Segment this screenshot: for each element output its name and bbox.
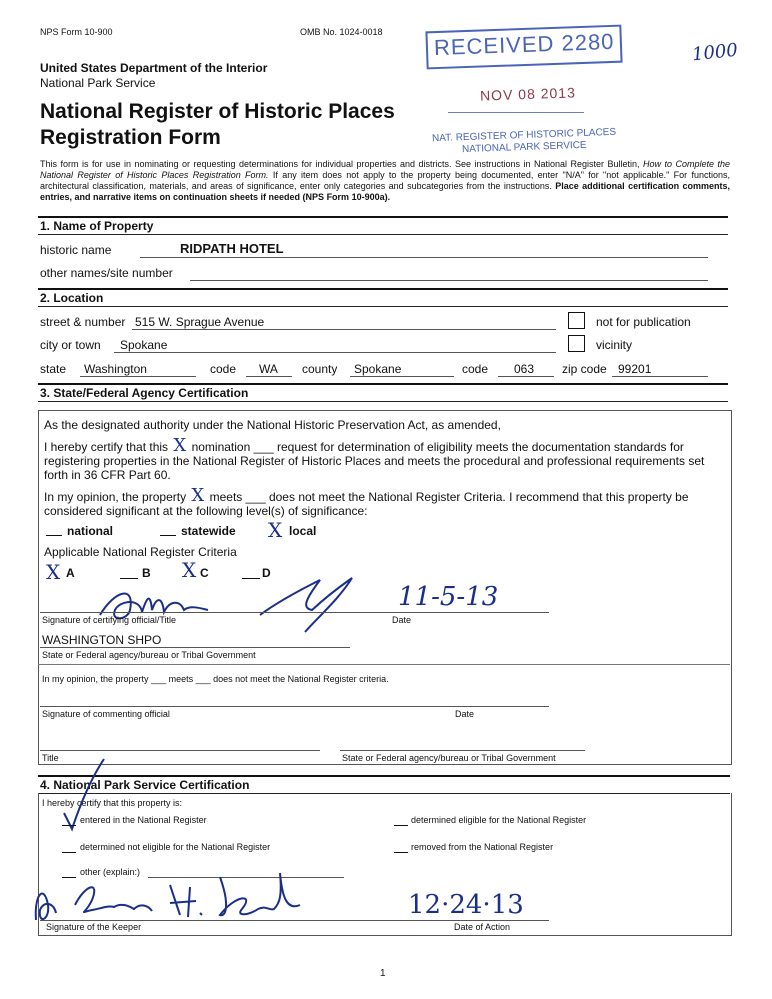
- criteria-d: D: [262, 566, 271, 580]
- street-value[interactable]: 515 W. Sprague Avenue: [135, 315, 265, 329]
- comment-signature-label: Signature of commenting official: [42, 709, 170, 719]
- city-value[interactable]: Spokane: [120, 338, 168, 352]
- vicinity-checkbox[interactable]: [568, 335, 585, 352]
- criteria-c-mark[interactable]: X: [182, 558, 197, 582]
- county-label: county: [302, 362, 338, 376]
- section2-top-rule: [38, 288, 728, 290]
- entered-label: entered in the National Register: [80, 815, 207, 825]
- comment-agency-label: State or Federal agency/bureau or Tribal Government: [342, 753, 556, 763]
- authority-text: As the designated authority under the National Historic Preservation Act, as amended,: [44, 418, 501, 432]
- title-line[interactable]: [40, 750, 320, 751]
- form-number: NPS Form 10-900: [40, 27, 113, 37]
- county-underline: [350, 376, 454, 377]
- other-label: other (explain:): [80, 867, 141, 877]
- street-label: street & number: [40, 315, 126, 329]
- intro-text2-bold: Place additional certification comments, entries, and narrative items on continuation sheets if needed (NPS Form 10-900a).: [40, 181, 731, 202]
- state-code-value[interactable]: WA: [259, 362, 278, 376]
- stamp-date-line: [448, 112, 584, 113]
- street-underline: [132, 329, 556, 330]
- county-code-value[interactable]: 063: [514, 362, 535, 376]
- criteria-c: C: [200, 566, 209, 580]
- nomination-check-mark[interactable]: X: [173, 435, 187, 456]
- section2-heading-rule: [38, 306, 728, 307]
- form-title-line2: Registration Form: [40, 126, 221, 149]
- historic-name-underline: [140, 257, 708, 258]
- section1-heading: 1. Name of Property: [40, 219, 154, 233]
- other-names-label: other names/site number: [40, 266, 173, 280]
- intro-text2: If any item does not apply to the property being documented, enter "N/A" for "not applicable." For functions, architectural classification, materials, and areas of significance, enter only categories and subcategories from the instructions.: [40, 170, 731, 191]
- certify-post: nomination ___ request for determination of eligibility meets the documentation standards for registering properties in the National Register of Historic Places and meets the procedural and professional requirements set forth in 36 CFR Part 60.: [44, 440, 705, 482]
- keeper-signature-line: [40, 920, 549, 921]
- section4-top-rule: [38, 775, 730, 777]
- historic-name-value[interactable]: RIDPATH HOTEL: [180, 241, 284, 256]
- omb-number: OMB No. 1024-0018: [300, 27, 383, 37]
- section1-heading-rule: [38, 234, 728, 235]
- criteria-label: Applicable National Register Criteria: [44, 545, 237, 559]
- determined-eligible-blank[interactable]: [394, 825, 408, 826]
- opinion-post: meets ___ does not meet the National Register Criteria. I recommend that this property be considered significant at the following level(s) of significance:: [44, 490, 689, 518]
- not-for-publication-label: not for publication: [596, 315, 691, 329]
- department: United States Department of the Interior: [40, 61, 268, 75]
- certifying-signature-label: Signature of certifying official/Title: [42, 615, 177, 625]
- not-eligible-blank[interactable]: [62, 852, 76, 853]
- vicinity-label: vicinity: [596, 338, 633, 352]
- criteria-a-mark[interactable]: X: [46, 560, 61, 584]
- zip-label: zip code: [562, 362, 607, 376]
- title-label: Title: [42, 753, 59, 763]
- historic-name-label: historic name: [40, 243, 112, 257]
- intro-text1: This form is for use in nominating or requesting determinations for individual properties and districts. See instructions in National Register Bulletin,: [40, 159, 640, 169]
- entered-blank[interactable]: [62, 825, 76, 826]
- section3-top-rule: [38, 383, 728, 385]
- agency-value[interactable]: WASHINGTON SHPO: [42, 633, 162, 647]
- certifying-signature: [80, 570, 380, 640]
- opinion-paragraph: [44, 485, 724, 518]
- certify-paragraph: [44, 435, 724, 482]
- county-code-label: code: [462, 362, 489, 376]
- date-of-action-label: Date of Action: [454, 922, 511, 932]
- not-for-publication-checkbox[interactable]: [568, 312, 585, 329]
- keeper-signature-label: Signature of the Keeper: [46, 922, 142, 932]
- county-code-underline: [498, 376, 554, 377]
- county-value[interactable]: Spokane: [354, 362, 402, 376]
- level-local: local: [289, 524, 317, 538]
- received-stamp: [425, 25, 622, 70]
- criteria-b: B: [142, 566, 151, 580]
- date-of-action-value[interactable]: 12·24·13: [408, 890, 524, 920]
- nps-certify-text: I hereby certify that this property is:: [42, 798, 183, 808]
- city-label: city or town: [40, 338, 101, 352]
- certifying-date-value[interactable]: 11-5-13: [398, 582, 499, 612]
- section4-heading: 4. National Park Service Certification: [40, 778, 250, 792]
- other-names-field[interactable]: [190, 280, 708, 281]
- section1-top-rule: [38, 216, 728, 218]
- city-underline: [114, 352, 556, 353]
- comment-agency-line[interactable]: [340, 750, 585, 751]
- determined-not-eligible-label: determined not eligible for the National Register: [80, 842, 271, 852]
- page-number: 1: [380, 968, 386, 979]
- stamp-line1: NAT. REGISTER OF HISTORIC PLACES: [431, 126, 617, 145]
- comment-divider: [38, 664, 730, 665]
- state-underline: [80, 376, 196, 377]
- state-value[interactable]: Washington: [84, 362, 147, 376]
- comment-date-label: Date: [455, 709, 475, 719]
- local-check-mark[interactable]: X: [268, 518, 283, 542]
- handwritten-number: 1000: [691, 39, 739, 66]
- state-code-underline: [246, 376, 292, 377]
- agency-label: State or Federal agency/bureau or Tribal Government: [42, 650, 256, 660]
- state-label: state: [40, 362, 67, 376]
- section3-heading-rule: [38, 401, 728, 402]
- national-blank[interactable]: [46, 535, 62, 536]
- form-title-line1: National Register of Historic Places: [40, 100, 395, 123]
- opinion-pre: In my opinion, the property: [44, 490, 187, 504]
- removed-label: removed from the National Register: [411, 842, 554, 852]
- level-national: national: [67, 524, 114, 538]
- criteria-a: A: [66, 566, 75, 580]
- intro-paragraph: [40, 159, 730, 203]
- level-statewide: statewide: [181, 524, 236, 538]
- removed-blank[interactable]: [394, 852, 408, 853]
- certifying-signature-line: [40, 612, 549, 613]
- comment-opinion: In my opinion, the property ___ meets ___ does not meet the National Register criteria.: [42, 674, 389, 684]
- comment-signature-line[interactable]: [40, 706, 549, 707]
- statewide-blank[interactable]: [160, 535, 176, 536]
- state-code-label: code: [210, 362, 237, 376]
- stamp-line2: NATIONAL PARK SERVICE: [461, 139, 587, 156]
- stamp-date: NOV 08 2013: [479, 84, 577, 104]
- meets-check-mark[interactable]: X: [191, 485, 205, 506]
- received-text: RECEIVED 2280: [433, 28, 615, 61]
- section2-heading: 2. Location: [40, 291, 104, 305]
- determined-eligible-label: determined eligible for the National Register: [411, 815, 587, 825]
- certifying-date-label: Date: [392, 615, 412, 625]
- agency-line: [40, 647, 350, 648]
- zip-underline: [612, 376, 708, 377]
- service: National Park Service: [40, 76, 156, 90]
- intro-text1-italic: How to Complete the National Register of Historic Places Registration Form.: [40, 159, 730, 180]
- section3-heading: 3. State/Federal Agency Certification: [40, 386, 249, 400]
- zip-value[interactable]: 99201: [618, 362, 652, 376]
- certify-pre: I hereby certify that this: [44, 440, 169, 454]
